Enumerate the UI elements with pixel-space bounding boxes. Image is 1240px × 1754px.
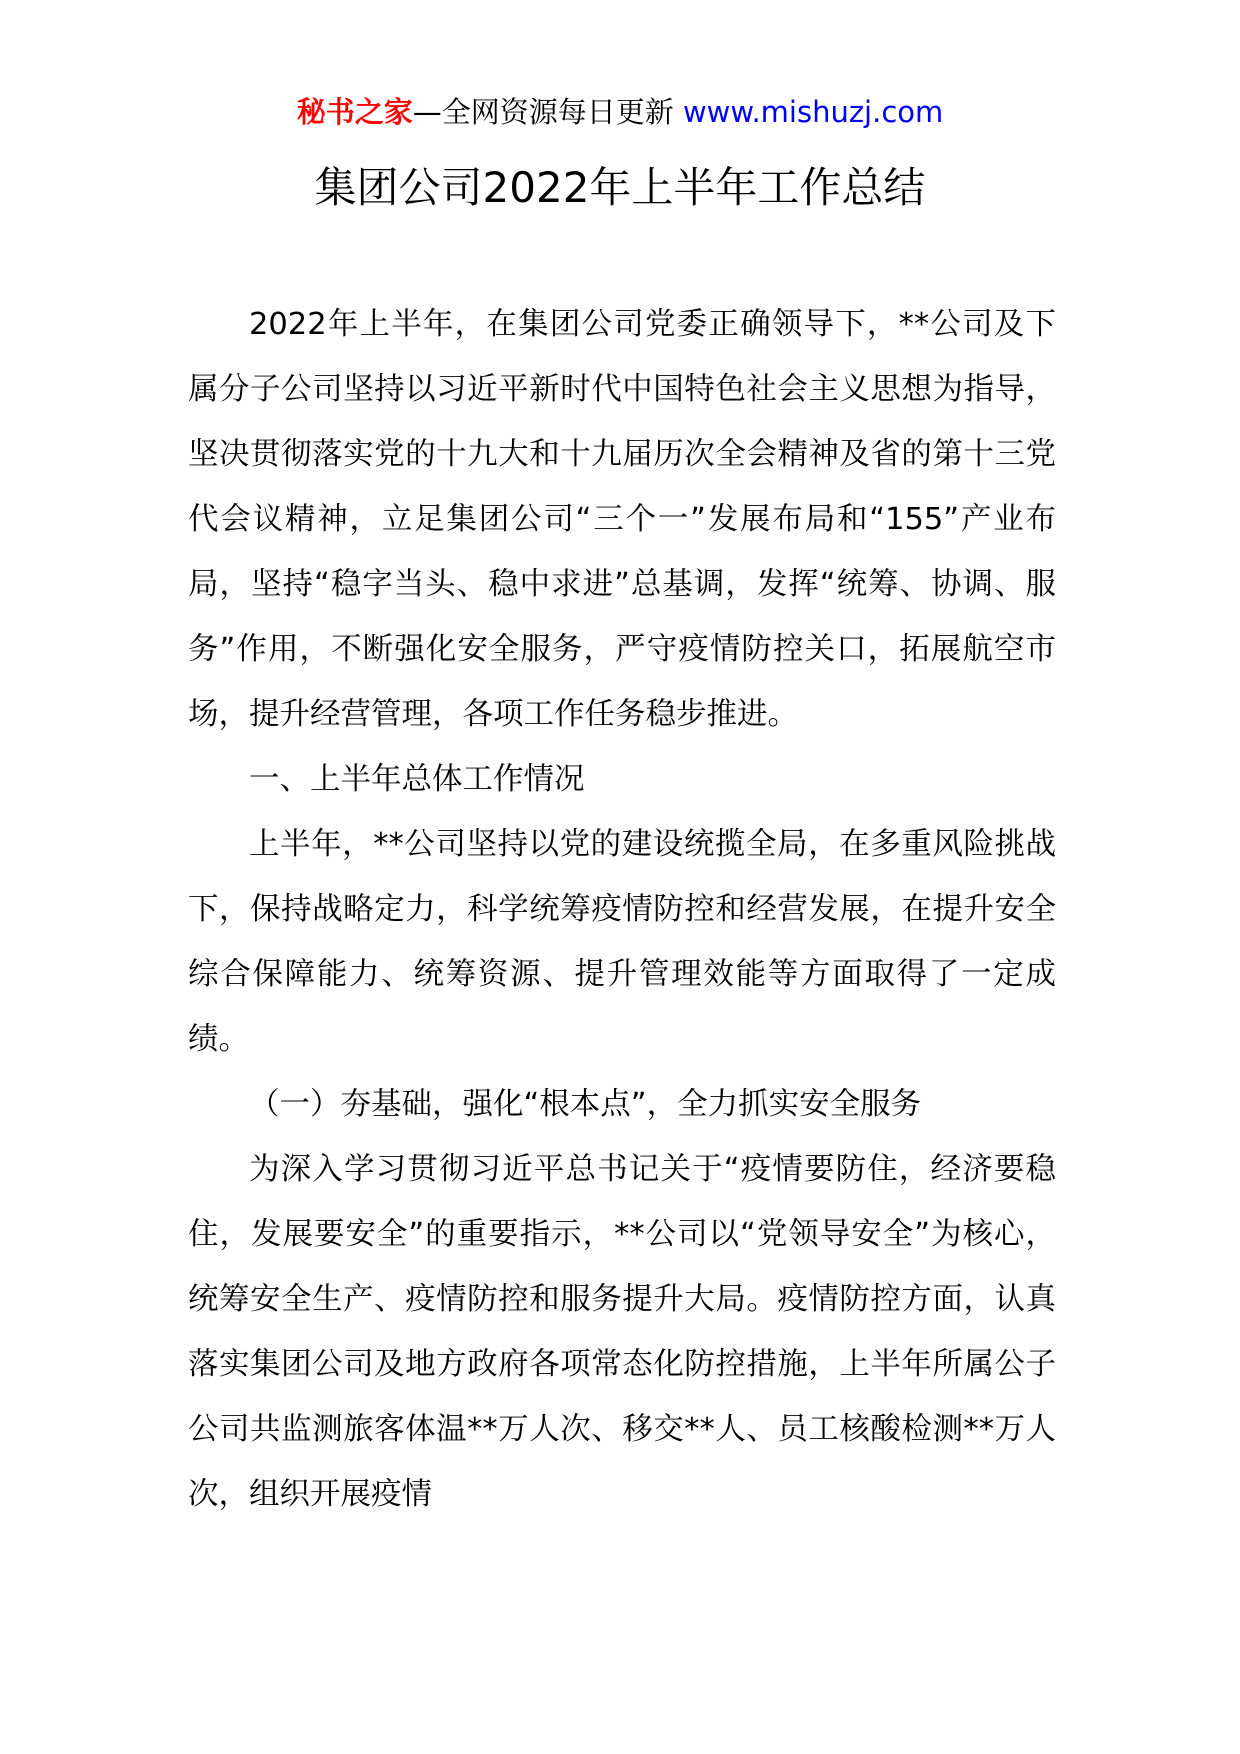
brand-name: 秘书之家 bbox=[296, 95, 413, 129]
document-title: 集团公司2022年上半年工作总结 bbox=[314, 163, 926, 212]
intro-paragraph: 2022年上半年，在集团公司党委正确领导下，**公司及下属分子公司坚持以习近平新时代中国特色社会主义思想为指导，坚决贯彻落实党的十九大和十九届历次全会精神及省的第十三党代会议精神，立足集团公司“三个一”发展布局和“155”产业布局，坚持“稳字当头、稳中求进”总基调，发挥“统筹、协调、服务”作用，不断强化安全服务，严守疫情防控关口，拓展航空市场，提升经营管理，各项工作任务稳步推进。 bbox=[188, 307, 1056, 732]
document-body bbox=[188, 292, 1056, 1527]
section-heading-1: 一、上半年总体工作情况 bbox=[249, 762, 585, 797]
site-url-link[interactable]: www.mishuzj.com bbox=[682, 95, 944, 129]
site-header bbox=[0, 92, 1240, 132]
subsection-heading-1: （一）夯基础，强化“根本点”，全力抓实安全服务 bbox=[249, 1087, 922, 1122]
header-tagline: —全网资源每日更新 bbox=[412, 95, 674, 129]
safety-paragraph: 为深入学习贯彻习近平总书记关于“疫情要防住，经济要稳住，发展要安全”的重要指示，**公司以“党领导安全”为核心，统筹安全生产、疫情防控和服务提升大局。疫情防控方面，认真落实集团公司及地方政府各项常态化防控措施，上半年所属公子公司共监测旅客体温**万人次、移交**人、员工核酸检测**万人次，组织开展疫情 bbox=[188, 1152, 1056, 1512]
overview-paragraph: 上半年，**公司坚持以党的建设统揽全局，在多重风险挑战下，保持战略定力，科学统筹疫情防控和经营发展，在提升安全综合保障能力、统筹资源、提升管理效能等方面取得了一定成绩。 bbox=[188, 827, 1056, 1057]
